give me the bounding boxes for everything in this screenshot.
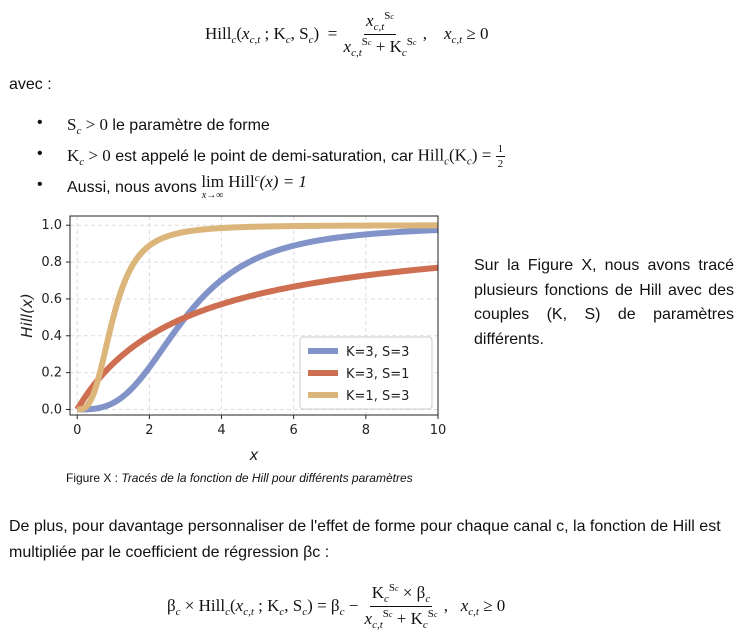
y-tick-label: 0.4 [41, 328, 62, 344]
x-tick-label: 4 [217, 423, 226, 438]
figure-description: Sur la Figure X, nous avons tracé plusieurs fonctions de Hill avec des couples (K, S) de paramètres différents. [474, 257, 734, 348]
chart-legend [300, 337, 432, 409]
x-tick-label: 6 [289, 423, 298, 438]
chart-ylabel: Hill(x) [18, 293, 36, 338]
formula-beta-hill: $\beta_c$ × $Hill_c(x_{c,t}$ ; $K_c$, $S_c) = \beta_c$ − $\frac{K_c^{Sc} \times \beta_c}{x_{c,t}^{Sc} + K_c^{Sc}}$ , $x_{c,t} \ge 0$ [167, 582, 506, 631]
formula-beta-fraction: $\frac{K_c^{Sc} \times \beta_c}{x_{c,t}^{Sc} + K_c^{Sc}}$ [364, 582, 438, 631]
legend-label: K=3, S=3 [346, 345, 410, 360]
figure-caption: Figure X : Tracés de la fonction de Hill pour différents paramètres [66, 471, 413, 485]
y-tick-label: 0.2 [41, 365, 62, 381]
avec-label: avec : [9, 76, 52, 93]
chart-xlabel: x [249, 446, 259, 464]
bullet-list [37, 110, 505, 203]
bullet-shape-param: • $S_c > 0$ le paramètre de forme [37, 110, 505, 141]
y-tick-label: 0.6 [41, 291, 62, 307]
y-tick-label: 0.0 [41, 402, 62, 418]
hill-chart [10, 208, 470, 468]
y-tick-label: 1.0 [41, 218, 62, 234]
x-tick-label: 2 [145, 423, 154, 438]
x-tick-label: 10 [429, 423, 447, 438]
paragraph-regression: De plus, pour davantage personnaliser de l'effet de forme pour chaque canal c, la fonction de Hill est multipliée par le coefficient de régression βc : [9, 518, 721, 561]
formula-hill [205, 10, 489, 59]
legend-label: K=3, S=1 [346, 367, 410, 382]
legend-label: K=1, S=3 [346, 389, 410, 404]
formula-hill-condition: , $x_{c,t} \ge 0$ [418, 23, 489, 46]
formula-hill-fraction: $\frac{x_{c,t}^{Sc}}{x_{c,t}^{Sc} + K_c^{Sc}}$ [343, 10, 417, 59]
x-tick-label: 0 [73, 423, 82, 438]
formula-hill-lhs: $Hill_c(x_{c,t}$ ; $K_c$, $S_c$) = [205, 23, 338, 46]
y-tick-label: 0.8 [41, 255, 62, 271]
x-tick-label: 8 [361, 423, 370, 438]
bullet-half-saturation: • $K_c > 0$ est appelé le point de demi-saturation, car $Hill_c(K_c)$ = $\frac{1}{2}$ [37, 141, 505, 172]
bullet-limit: • Aussi, nous avons lim x→∞ Hill c (x) = 1 [37, 172, 505, 203]
